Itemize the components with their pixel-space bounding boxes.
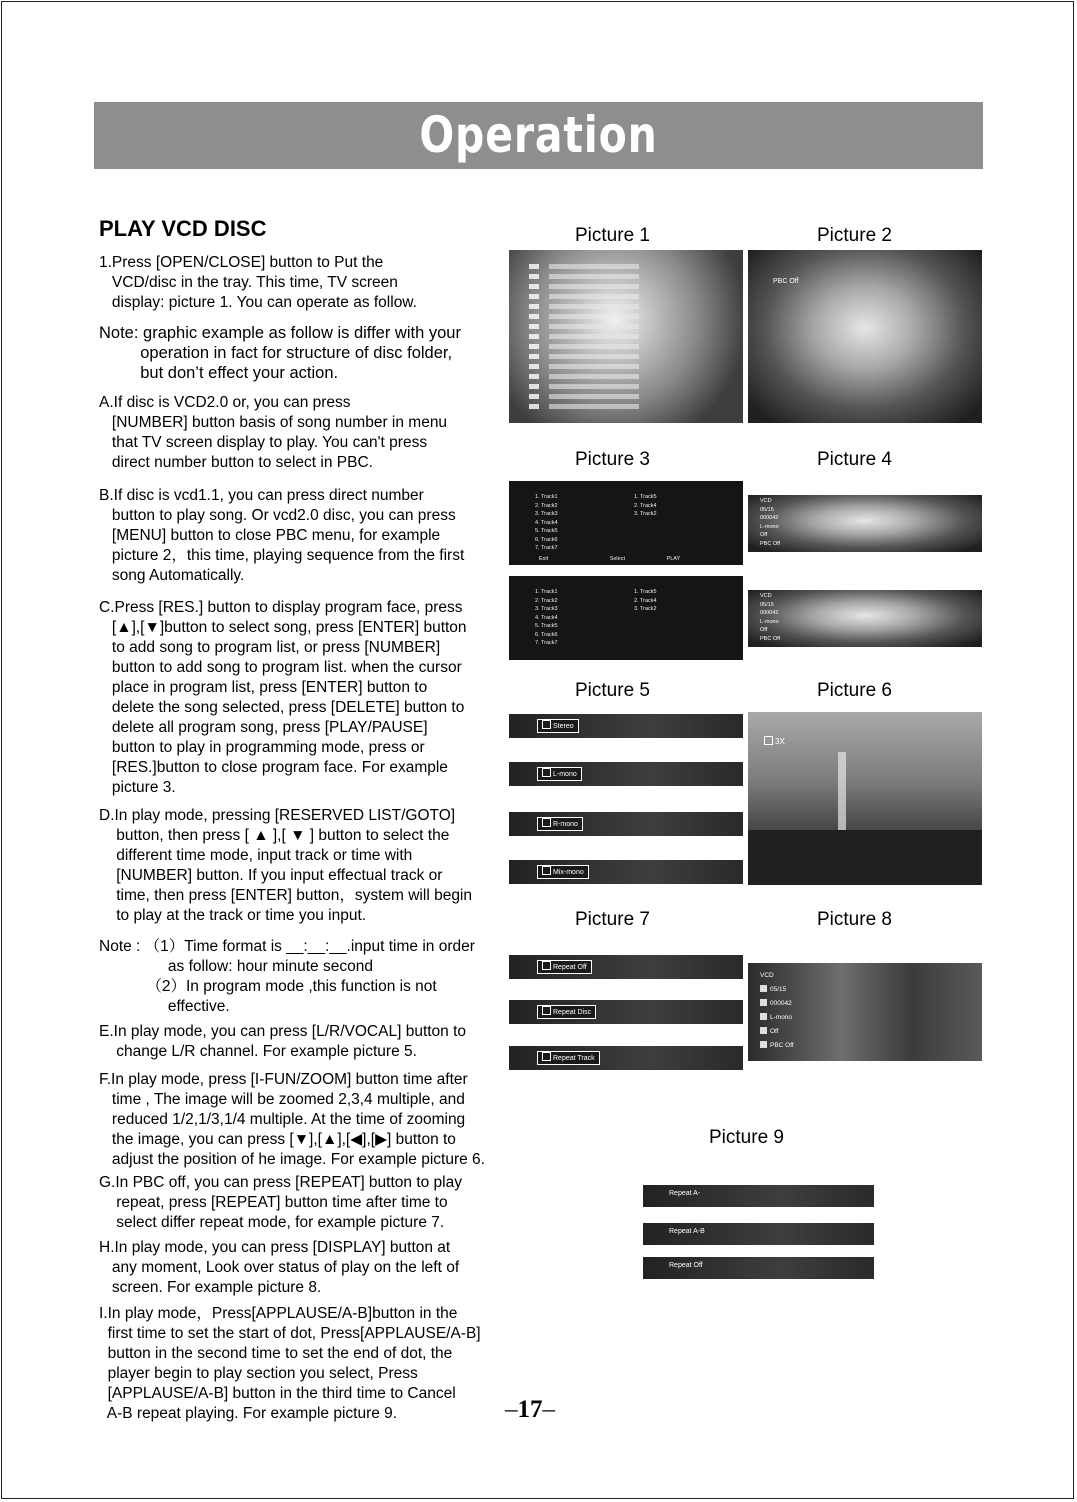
picture-4-screen-b bbox=[748, 590, 982, 647]
picture-2-screen bbox=[748, 250, 982, 423]
picture-7-label: Picture 7 bbox=[575, 909, 650, 930]
picture-5-bar-mixmono: Mix-mono bbox=[509, 858, 743, 886]
time-note-text: Note : （1）Time format is __:__:__.input time in order as follow: hour minute second （2）In program mode ,this function is not effective. bbox=[99, 938, 475, 1015]
picture-5-bar-stereo: Stereo bbox=[509, 712, 743, 740]
track-list-left: 1. Track1 2. Track2 3. Track3 4. Track4 5. Track5 6. Track6 7. Track7 bbox=[535, 589, 558, 646]
program-list-right: 1. Track5 2. Track4 3. Track2 bbox=[634, 494, 657, 517]
picture-3-screen-a bbox=[509, 481, 743, 565]
picture-9-label: Picture 9 bbox=[709, 1127, 784, 1148]
tree-line bbox=[748, 830, 982, 885]
osd-panel: VCD 05/15 000042 L-mono Off PBC Off bbox=[760, 498, 781, 547]
picture-5-bar-rmono: R-mono bbox=[509, 810, 743, 838]
repeat-icon bbox=[542, 1006, 551, 1015]
step-g-text: G.In PBC off, you can press [REPEAT] button to play repeat, press [REPEAT] button time after time to select differ repeat mode, for example picture 7. bbox=[99, 1174, 462, 1231]
pbc-icon bbox=[760, 1041, 767, 1048]
track-list-left: 1. Track1 2. Track2 3. Track3 4. Track4 5. Track5 6. Track6 7. Track7 bbox=[535, 494, 558, 551]
step-c-text: C.Press [RES.] button to display program face, press [▲],[▼]button to select song, press [ENTER] button to add song to program list, or press [NUMBER] button to add song to program list. when the cursor place in program list, press [ENTER] button to delete the song selected, press [DELETE] button to delete all program song, press [PLAY/PAUSE] button to play in programming mode, press or [RES.]button to close program face. For example picture 3. bbox=[99, 599, 467, 796]
step-f-text: F.In play mode, press [I-FUN/ZOOM] button time after time , The image will be zoomed 2,3,4 multiple, and reduced 1/2,1/3,1/4 multiple. At the time of zooming the image, you can press [▼],[▲],[◀],[▶] button to adjust the position of he image. For example picture 6. bbox=[99, 1071, 485, 1168]
zoom-icon bbox=[764, 736, 773, 745]
header-banner bbox=[94, 102, 983, 169]
audio-icon bbox=[542, 866, 551, 875]
repeat-icon bbox=[760, 1027, 767, 1034]
picture-1-screen bbox=[509, 250, 743, 423]
repeat-icon bbox=[542, 1052, 551, 1061]
note-text: Note: graphic example as follow is differ with your operation in fact for structure of disc folder, but don’t effect your action. bbox=[99, 324, 461, 382]
audio-icon bbox=[542, 818, 551, 827]
picture-7-bar-off: Repeat Off bbox=[509, 953, 743, 981]
step-h-text: H.In play mode, you can press [DISPLAY] button at any moment, Look over status of play on the left of screen. For example picture 8. bbox=[99, 1239, 460, 1296]
pbc-status-caption: PBC Off bbox=[773, 278, 799, 285]
picture-2-label: Picture 2 bbox=[817, 225, 892, 246]
osd-panel: VCD 05/15 000042 L-mono Off PBC Off bbox=[760, 972, 794, 1049]
song-number-column bbox=[529, 264, 539, 414]
picture-9-bar-a: Repeat A- bbox=[643, 1185, 874, 1207]
page-number: –17– bbox=[505, 1396, 555, 1423]
statue-image bbox=[748, 250, 982, 423]
audio-icon bbox=[542, 768, 551, 777]
picture-7-bar-track: Repeat Track bbox=[509, 1044, 743, 1072]
page-title: Operation bbox=[419, 106, 658, 164]
section-heading: PLAY VCD DISC bbox=[99, 216, 267, 241]
step-e-text: E.In play mode, you can press [L/R/VOCAL] button to change L/R channel. For example picture 5. bbox=[99, 1023, 467, 1060]
picture-9-bar-off: Repeat Off bbox=[643, 1257, 874, 1279]
picture-8-screen bbox=[748, 963, 982, 1061]
step-a-text: A.If disc is VCD2.0 or, you can press [NUMBER] button basis of song number in menu that TV screen display to play. You can't press direct number button to select in PBC. bbox=[99, 394, 448, 471]
program-list-right: 1. Track5 2. Track4 3. Track2 bbox=[634, 589, 657, 612]
step-d-text: D.In play mode, pressing [RESERVED LIST/GOTO] button, then press [ ▲ ],[ ▼ ] button to select the different time mode, input track or time with [NUMBER] button. If you input effectual track or time, then press [ENTER] button，system will begin to play at the track or time you input. bbox=[99, 807, 472, 924]
picture-6-label: Picture 6 bbox=[817, 680, 892, 701]
osd-panel: VCD 05/15 000042 L-mono Off PBC Off bbox=[760, 593, 781, 642]
song-title-column bbox=[549, 264, 639, 414]
picture-6-screen bbox=[748, 712, 982, 885]
picture-8-label: Picture 8 bbox=[817, 909, 892, 930]
picture-5-bar-lmono: L-mono bbox=[509, 760, 743, 788]
zoom-indicator: 3X bbox=[764, 736, 785, 746]
disc-icon bbox=[760, 985, 767, 992]
picture-3-screen-b bbox=[509, 576, 743, 660]
repeat-icon bbox=[542, 961, 551, 970]
picture-4-screen-a bbox=[748, 495, 982, 552]
audio-icon bbox=[760, 1013, 767, 1020]
step-i-text: I.In play mode，Press[APPLAUSE/A-B]button in the first time to set the start of dot, Press[APPLAUSE/A-B] button in the second time to set the end of dot, the player begin to play section you select, Press [APPLAUSE/A-B] button in the third time to Cancel A-B repeat playing. For example picture 9. bbox=[99, 1305, 481, 1422]
picture-1-label: Picture 1 bbox=[575, 225, 650, 246]
clock-icon bbox=[760, 999, 767, 1006]
audio-icon bbox=[542, 720, 551, 729]
picture-4-label: Picture 4 bbox=[817, 449, 892, 470]
step-1-text: 1.Press [OPEN/CLOSE] button to Put the VCD/disc in the tray. This time, TV screen display: picture 1. You can operate as follow. bbox=[99, 254, 417, 311]
picture-5-label: Picture 5 bbox=[575, 680, 650, 701]
picture-9-bar-ab: Repeat A-B bbox=[643, 1223, 874, 1245]
program-footer: Exit Select PLAY bbox=[539, 556, 681, 562]
picture-3-label: Picture 3 bbox=[575, 449, 650, 470]
picture-7-bar-disc: Repeat Disc bbox=[509, 998, 743, 1026]
step-b-text: B.If disc is vcd1.1, you can press direct number button to play song. Or vcd2.0 disc, you can press [MENU] button to close PBC menu, for example picture 2，this time, playing sequence from the first song Automatically. bbox=[99, 487, 465, 584]
